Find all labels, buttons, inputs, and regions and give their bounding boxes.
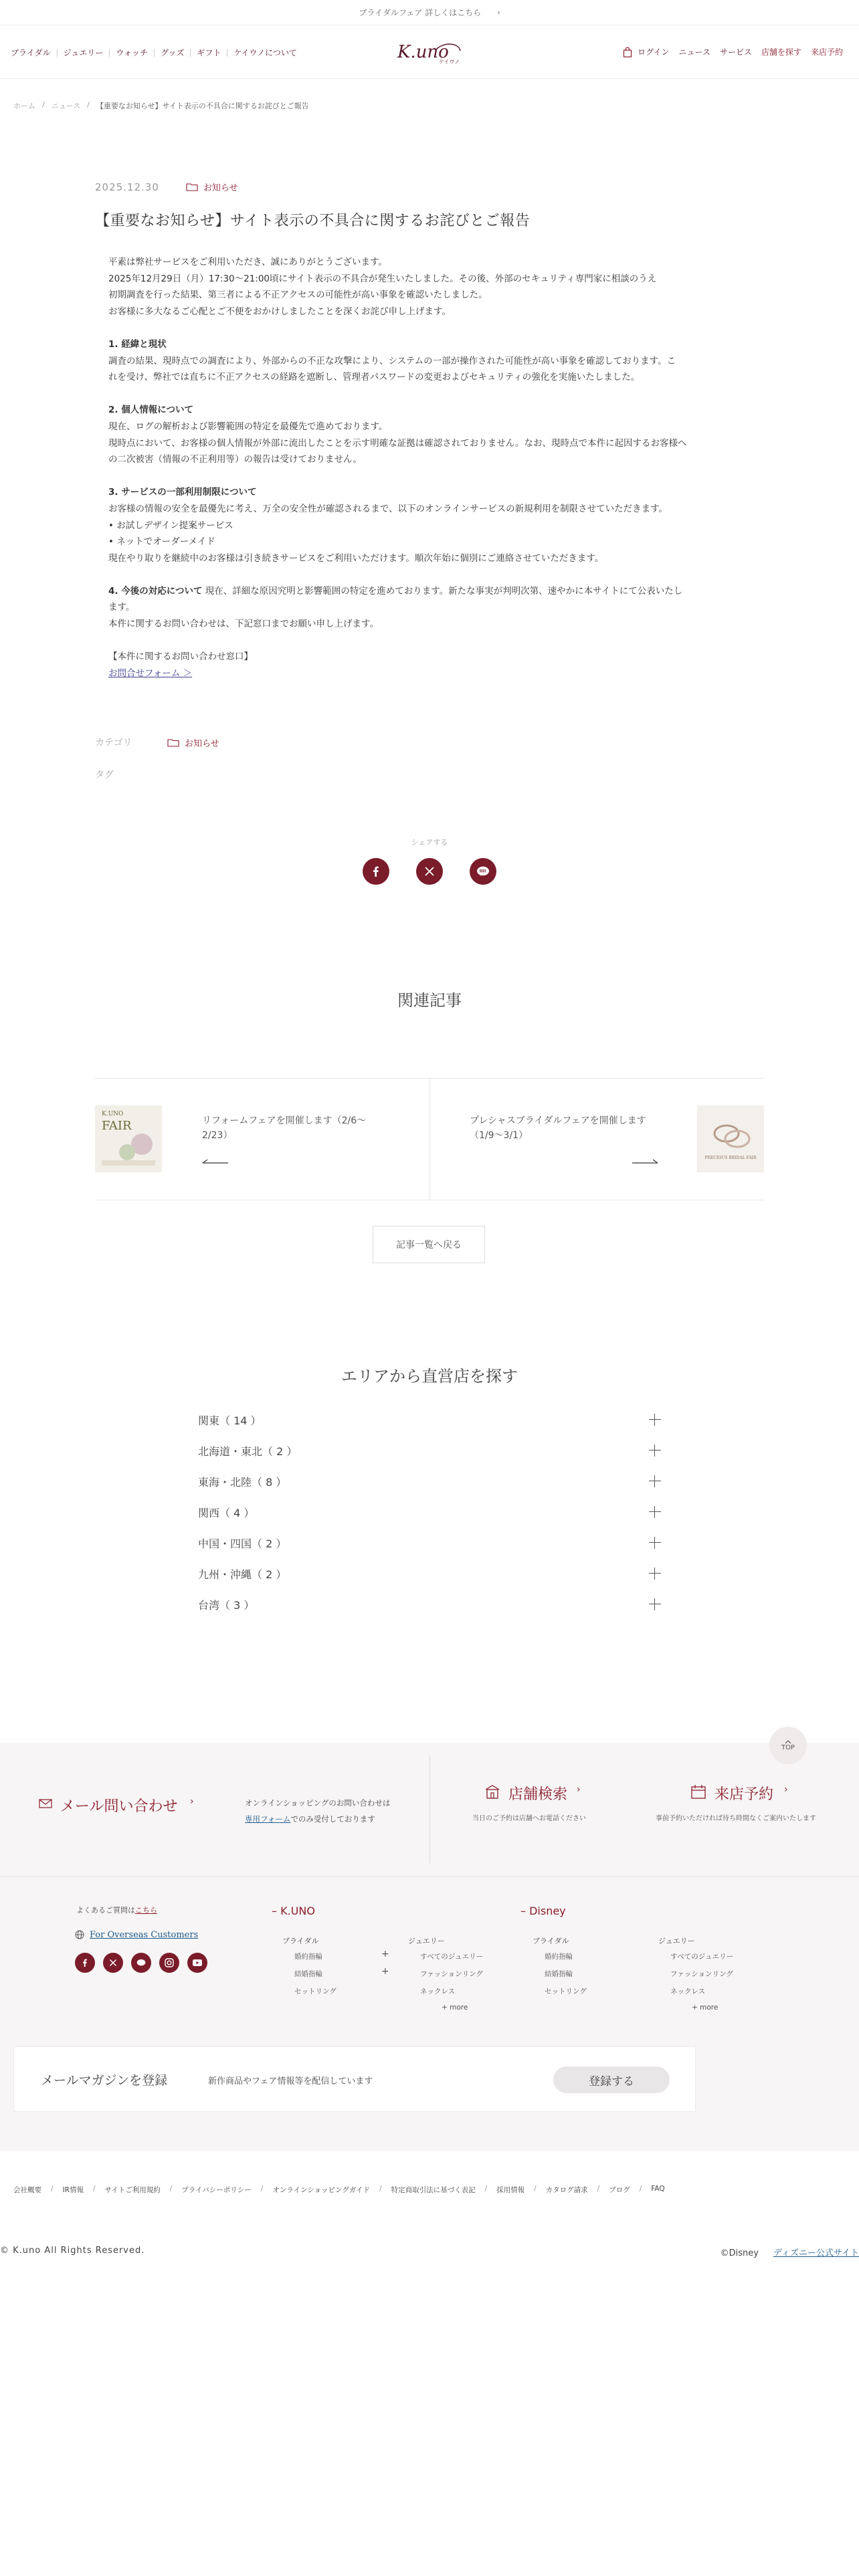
footer-bottom-links — [13, 2185, 665, 2195]
newsletter-box — [13, 2046, 696, 2112]
chevron-right-icon: › — [577, 1784, 581, 1795]
article-meta — [95, 181, 238, 193]
article-contact — [108, 649, 752, 681]
nav-item-watch[interactable]: ウォッチ — [116, 48, 148, 58]
breadcrumb-current: 【重要なお知らせ】サイト表示の不具合に関するお詫びとご報告 — [96, 102, 309, 110]
line-icon — [136, 1959, 146, 1967]
area-item-kyushu-okinawa[interactable] — [198, 1558, 661, 1589]
plus-icon[interactable]: + — [381, 1966, 389, 1977]
category-row — [95, 736, 219, 749]
link-separator: / — [534, 2185, 537, 2193]
area-label: 関東（ 14 ） — [198, 1414, 262, 1427]
store-icon — [484, 1784, 500, 1799]
link-separator: / — [597, 2185, 600, 2193]
text-line: 現在やり取りを継続中のお客様は引き続きサービスをご利用いただけます。順次年始に個別にご連絡させていただきます。 — [108, 552, 604, 564]
dash-icon: – — [272, 1905, 281, 1917]
disney-official-link[interactable]: ディズニー公式サイト — [773, 2248, 859, 2258]
nav-item-about[interactable]: ケイウノについて — [233, 48, 297, 58]
main-nav — [11, 47, 297, 58]
reserve-desc: 事前予約いただければ待ち時間なくご案内いたします — [656, 1815, 816, 1822]
facebook-icon — [371, 866, 381, 877]
nav-divider — [57, 49, 58, 57]
plus-icon[interactable] — [649, 1568, 661, 1580]
chevron-right-icon: › — [497, 8, 500, 17]
social-facebook-button[interactable] — [75, 1953, 95, 1973]
utility-nav — [623, 46, 843, 58]
footer-kuno-necklace[interactable]: ネックレス — [420, 1988, 456, 1996]
footer-kuno-all-jewelry[interactable]: すべてのジュエリー — [420, 1953, 484, 1961]
area-item-kansai[interactable] — [198, 1497, 661, 1527]
breadcrumb-home[interactable]: ホーム — [13, 102, 35, 110]
area-label: 九州・沖縄（ 2 ） — [198, 1568, 287, 1581]
text-line: ます。 — [108, 602, 135, 613]
announcement-text[interactable]: ブライダルフェア 詳しくはこちら — [359, 8, 482, 17]
kuno-logo[interactable] — [395, 40, 464, 66]
text-line: （1/9～3/1） — [470, 1130, 529, 1141]
x-icon — [109, 1959, 117, 1967]
section-heading: 4. 今後の対応について — [108, 585, 203, 597]
areas-title: エリアから直営店を探す — [341, 1367, 518, 1386]
share-line-button[interactable] — [470, 858, 496, 885]
article-section-3 — [108, 484, 752, 566]
back-to-top-button[interactable] — [769, 1727, 807, 1764]
related-prev-title[interactable] — [202, 1113, 366, 1143]
dedicated-form-link[interactable]: 専用フォーム — [245, 1814, 291, 1824]
breadcrumb-separator: / — [87, 100, 90, 109]
link-separator: / — [639, 2185, 642, 2193]
newsletter-register-button[interactable]: 登録する — [553, 2066, 670, 2093]
facebook-icon — [81, 1959, 89, 1967]
footer-link-ir[interactable]: IR情報 — [62, 2186, 84, 2194]
list-item: • ネットでオーダーメイド — [108, 536, 215, 548]
footer-link-terms[interactable]: サイトご利用規約 — [104, 2186, 161, 2194]
text-line: よくあるご質問は — [76, 1906, 135, 1915]
area-label: 東海・北陸（ 8 ） — [198, 1475, 287, 1489]
related-articles — [95, 1078, 764, 1200]
footer-disney-more[interactable]: + more — [692, 2004, 719, 2012]
shopping-bag-icon[interactable] — [623, 47, 632, 58]
area-item-tokai-hokuriku[interactable] — [198, 1466, 661, 1497]
footer-link-blog[interactable]: ブログ — [609, 2186, 630, 2194]
text-line: プレシャスブライダルフェアを開催します — [470, 1115, 646, 1126]
plus-icon[interactable]: + — [381, 1949, 389, 1959]
article-title: 【重要なお知らせ】サイト表示の不具合に関するお詫びとご報告 — [95, 213, 531, 229]
mail-icon — [39, 1799, 52, 1808]
nav-divider — [109, 49, 110, 57]
plus-icon[interactable] — [649, 1414, 661, 1426]
plus-icon[interactable] — [649, 1506, 661, 1518]
area-label: 中国・四国（ 2 ） — [198, 1537, 287, 1550]
footer-bottom — [0, 2151, 859, 2576]
share-label: シェアする — [411, 838, 448, 847]
folder-icon — [167, 738, 179, 747]
footer-disney-all-jewelry[interactable]: すべてのジュエリー — [670, 1953, 734, 1961]
disney-copy-text: ©Disney — [720, 2248, 759, 2258]
thumb-title: FAIR — [102, 1119, 132, 1133]
area-label: 北海道・東北（ 2 ） — [198, 1444, 298, 1458]
footer-link-company[interactable]: 会社概要 — [13, 2186, 41, 2194]
back-to-top-label: TOP — [781, 1743, 795, 1751]
social-instagram-button[interactable] — [159, 1953, 179, 1973]
site-header — [0, 25, 859, 79]
logo-wordmark: K.uno — [397, 42, 449, 62]
breadcrumb-news[interactable]: ニュース — [51, 102, 81, 110]
back-to-list-button[interactable]: 記事一覧へ戻る — [373, 1226, 485, 1263]
text-line: K.UNO — [280, 1905, 315, 1917]
store-search-link[interactable]: 店舗を探す — [761, 47, 801, 57]
share-x-button[interactable] — [416, 858, 443, 885]
instagram-icon — [165, 1958, 174, 1967]
social-x-button[interactable] — [103, 1953, 123, 1973]
section-heading: 1. 経緯と現状 — [108, 338, 167, 350]
calendar-icon — [690, 1784, 706, 1799]
text-line: オンラインショッピングのお問い合わせは — [245, 1798, 391, 1808]
list-item: • お試しデザイン提案サービス — [108, 520, 233, 531]
thumb-title: PRECIOUS BRIDAL FAIR — [704, 1156, 757, 1160]
area-item-hokkaido-tohoku[interactable] — [198, 1435, 661, 1466]
related-title: 関連記事 — [397, 991, 462, 1010]
footer-link-recruit[interactable]: 採用情報 — [496, 2186, 525, 2194]
x-icon — [424, 866, 435, 877]
social-line-button[interactable] — [131, 1953, 151, 1973]
article-section-4 — [108, 583, 752, 633]
faq-link[interactable]: こちら — [135, 1906, 157, 1915]
footer-link-privacy[interactable]: プライバシーポリシー — [181, 2186, 252, 2194]
arrow-left-icon[interactable] — [202, 1159, 229, 1167]
nav-divider — [154, 49, 155, 57]
article-section-1 — [108, 336, 752, 386]
area-item-chugoku-shikoku[interactable] — [198, 1527, 661, 1558]
article-section-2 — [108, 402, 752, 467]
globe-icon — [75, 1930, 84, 1939]
text-line: Disney — [529, 1905, 566, 1917]
footer-disney-engagement[interactable]: 婚約指輪 — [545, 1953, 573, 1961]
link-separator: / — [51, 2185, 54, 2193]
share-facebook-button[interactable] — [363, 858, 389, 885]
related-next-title[interactable] — [470, 1113, 646, 1143]
chevron-right-icon: › — [190, 1796, 194, 1807]
store-search-title[interactable]: 店舗検索 — [508, 1786, 568, 1803]
footer-disney-bridal[interactable]: ブライダル — [533, 1937, 569, 1945]
footer-kuno-fashion-ring[interactable]: ファッションリング — [420, 1970, 483, 1978]
text-line: の二次被害（情報の不正利用等）の報告は受けておりません。 — [108, 454, 362, 465]
footer-link-legal[interactable]: 特定商取引法に基づく表記 — [391, 2186, 476, 2194]
announcement-bar[interactable] — [0, 0, 859, 25]
contact-section — [0, 1743, 859, 1876]
article-date: 2025.12.30 — [95, 181, 159, 193]
nav-item-bridal[interactable]: ブライダル — [11, 48, 51, 58]
category-row-label: カテゴリ — [95, 738, 132, 748]
footer-kuno-bridal[interactable]: ブライダル — [282, 1937, 319, 1945]
footer-kuno-marriage[interactable]: 結婚指輪 — [294, 1970, 322, 1978]
arrow-right-icon[interactable] — [632, 1159, 658, 1167]
breadcrumb-separator: / — [42, 100, 45, 109]
footer-link-shopping-guide[interactable]: オンラインショッピングガイド — [272, 2186, 371, 2194]
link-separator: / — [92, 2185, 96, 2193]
text-line: 2/23） — [202, 1130, 233, 1141]
chevron-right-icon: › — [784, 1784, 788, 1795]
copyright: © K.uno All Rights Reserved. — [0, 2246, 145, 2256]
article-category[interactable] — [186, 181, 238, 193]
reserve-link[interactable]: 来店予約 — [810, 47, 843, 57]
reserve-title[interactable]: 来店予約 — [714, 1786, 774, 1803]
store-search-desc: 当日のご予約は店舗へお電話ください — [472, 1815, 586, 1822]
overseas-link[interactable]: For Overseas Customers — [90, 1930, 199, 1940]
footer-disney-set-ring[interactable]: セットリング — [545, 1988, 587, 1996]
logo-kana: ケイウノ — [439, 59, 460, 65]
thumb-brand: K.UNO — [102, 1111, 124, 1117]
link-separator: / — [484, 2185, 488, 2193]
area-item-kanto[interactable] — [198, 1404, 661, 1435]
link-separator: / — [379, 2185, 382, 2193]
social-youtube-button[interactable] — [187, 1953, 207, 1973]
plus-icon[interactable] — [649, 1598, 661, 1610]
breadcrumb — [13, 100, 309, 111]
text-line: でのみ受付しております — [290, 1814, 375, 1824]
tag-row-label: タグ — [95, 770, 114, 780]
text-line: 現在、ログの解析および影響範囲の特定を最優先で進めております。 — [108, 421, 388, 432]
youtube-icon — [193, 1959, 202, 1966]
article-body — [108, 254, 752, 698]
footer-kuno-engagement[interactable]: 婚約指輪 — [294, 1953, 322, 1961]
nav-item-goods[interactable]: グッズ — [160, 48, 185, 58]
related-next-thumbnail[interactable] — [697, 1105, 764, 1172]
text-line: お客様の情報の安全を最優先に考え、万全の安全性が確認されるまで、以下のオンラインサービスの新規利用を制限させていただきます。 — [108, 503, 668, 514]
disney-copyright — [721, 2246, 859, 2258]
footer-kuno-title[interactable] — [272, 1905, 315, 1917]
area-label: 関西（ 4 ） — [198, 1506, 255, 1519]
text-line: 2025年12月29日（月）17:30～21:00頃にサイト表示の不具合が発生いたしました。その後、外部のセキュリティ専門家に相談のうえ — [108, 273, 657, 284]
plus-icon[interactable] — [649, 1475, 661, 1487]
footer-disney-fashion-ring[interactable]: ファッションリング — [670, 1970, 733, 1978]
faq-text — [76, 1905, 157, 1915]
footer-kuno-jewelry[interactable]: ジュエリー — [408, 1937, 445, 1945]
text-line: 初期調査を行った結果、第三者による不正アクセスの可能性が高い事象を確認いたしました。 — [108, 290, 488, 301]
line-icon — [476, 866, 490, 877]
section-heading: 2. 個人情報について — [108, 405, 193, 416]
newsletter-desc: 新作商品やフェア情報等を配信しています — [208, 2076, 373, 2086]
folder-icon — [186, 183, 198, 191]
text-line: リフォームフェアを開催します（2/6～ — [202, 1115, 367, 1126]
footer-link-catalog[interactable]: カタログ請求 — [545, 2186, 588, 2194]
link-separator: / — [169, 2185, 173, 2193]
footer-kuno-set-ring[interactable]: セットリング — [294, 1988, 337, 1996]
contact-label: 【本件に関するお問い合わせ窓口】 — [108, 651, 253, 663]
nav-item-jewelry[interactable]: ジュエリー — [63, 48, 104, 58]
mail-contact-desc — [245, 1795, 390, 1827]
mail-contact-title[interactable]: メール問い合わせ — [60, 1798, 178, 1815]
login-link[interactable]: ログイン — [638, 47, 670, 57]
newsletter-title: メールマガジンを登録 — [41, 2073, 168, 2088]
text-line: お客様に多大なるご心配とご不便をおかけしましたことを深くお詫び申し上げます。 — [108, 306, 451, 317]
text-line: 調査の結果、現時点での調査により、外部からの不正な攻撃により、システムの一部が操作された可能性が高い事象を確認しております。こ — [108, 355, 676, 366]
text-line: れを受け、弊社では直ちに不正アクセスの経路を遮断し、管理者パスワードの変更およびセキュリティの強化を実施いたしました。 — [108, 372, 640, 383]
area-label: 台湾（ 3 ） — [198, 1598, 255, 1612]
footer-link-faq[interactable]: FAQ — [651, 2185, 665, 2193]
category-row-value[interactable]: お知らせ — [185, 738, 219, 749]
article-category-label[interactable]: お知らせ — [203, 183, 238, 193]
nav-item-gift[interactable]: ギフト — [197, 48, 221, 58]
section-heading: 3. サービスの一部利用制限について — [108, 487, 257, 498]
text-line: 現時点において、お客様の個人情報が外部に流出したことを示す明確な証拠は確認されておりません。なお、現時点で本件に起因するお客様へ — [108, 437, 687, 449]
footer-disney-marriage[interactable]: 結婚指輪 — [545, 1970, 573, 1978]
nav-divider — [190, 49, 191, 57]
text-line: 平素は弊社サービスをご利用いただき、誠にありがとうございます。 — [108, 257, 387, 267]
plus-icon[interactable] — [649, 1444, 661, 1457]
footer-disney-jewelry[interactable]: ジュエリー — [658, 1937, 695, 1945]
related-prev-thumbnail[interactable] — [95, 1105, 162, 1172]
text-line: 本件に関するお問い合わせは、下記窓口までお願い申し上げます。 — [108, 619, 379, 630]
area-item-taiwan[interactable] — [198, 1589, 661, 1620]
service-link[interactable]: サービス — [719, 47, 752, 57]
footer-disney-title[interactable] — [520, 1905, 566, 1917]
footer-kuno-more[interactable]: + more — [442, 2004, 468, 2012]
link-separator: / — [260, 2185, 264, 2193]
contact-form-link[interactable]: お問合せフォーム ＞ — [108, 667, 193, 679]
article-intro — [108, 254, 752, 320]
text-line: 現在、詳細な原因究明と影響範囲の特定を進めております。新たな事実が判明次第、速やかに本サイトにて公表いたし — [202, 585, 683, 597]
area-accordion — [198, 1404, 661, 1620]
dash-icon: – — [520, 1905, 530, 1917]
plus-icon[interactable] — [649, 1537, 661, 1549]
news-link[interactable]: ニュース — [678, 47, 710, 57]
footer-disney-necklace[interactable]: ネックレス — [670, 1988, 706, 1996]
